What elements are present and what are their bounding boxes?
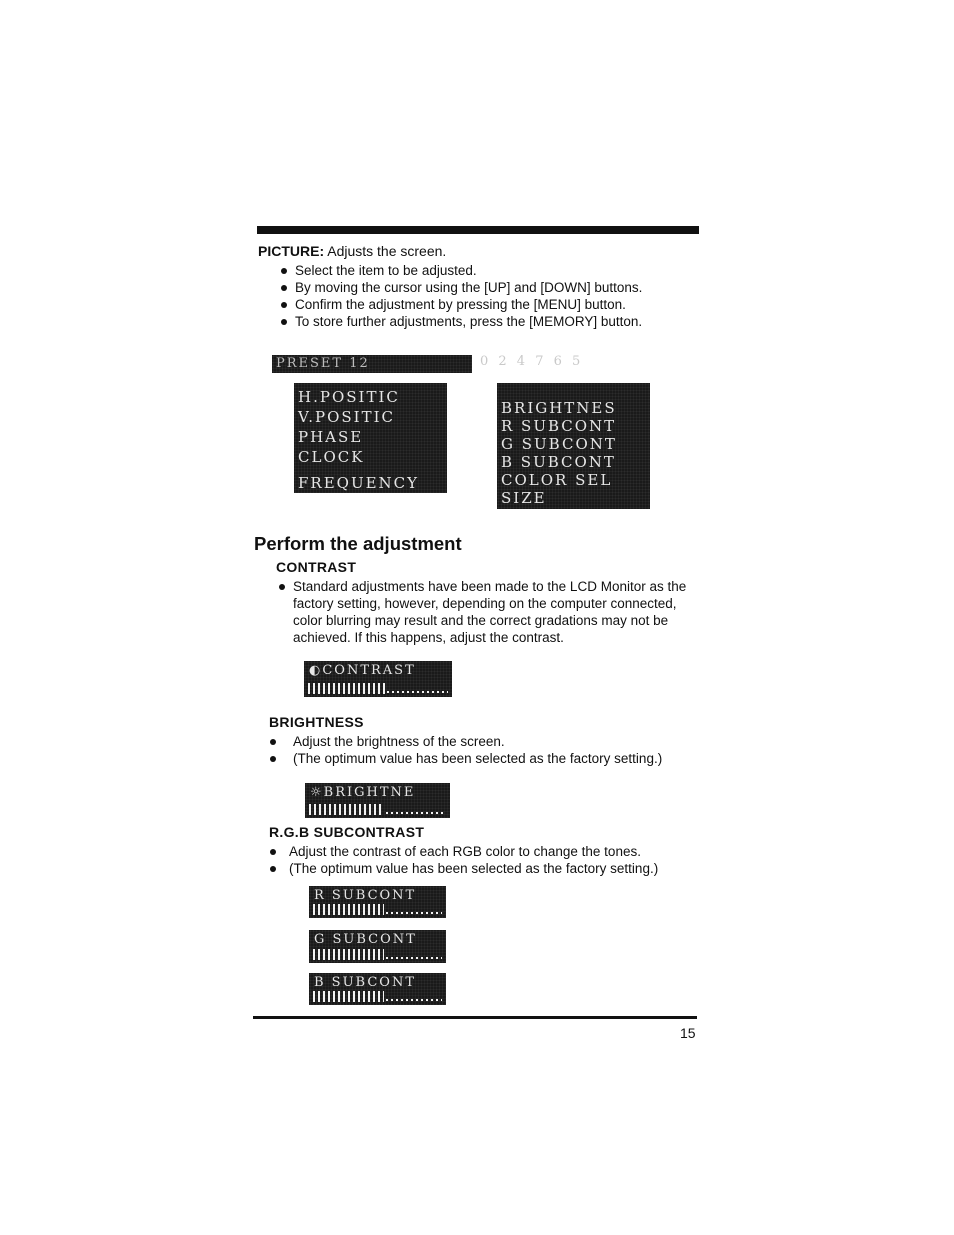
osd-menu-item-clock: CLOCK	[298, 448, 365, 466]
osd-right-menu	[497, 383, 650, 509]
rgb-heading: R.G.B SUBCONTRAST	[269, 824, 425, 840]
level-dots	[386, 999, 442, 1001]
osd-menu-item-g-subcont: G SUBCONT	[501, 435, 617, 453]
picture-bullet: Select the item to be adjusted.	[279, 262, 699, 279]
osd-menu-item-brightness: BRIGHTNES	[501, 399, 617, 417]
page-number: 15	[680, 1025, 696, 1041]
osd-menu-item-size: SIZE	[501, 489, 547, 507]
picture-intro	[258, 243, 446, 259]
level-ticks	[309, 804, 384, 815]
rgb-bullet: (The optimum value has been selected as the factory setting.)	[268, 860, 698, 877]
rgb-bullet: Adjust the contrast of each RGB color to change the tones.	[268, 843, 698, 860]
brightness-bullet: (The optimum value has been selected as the factory setting.)	[268, 750, 698, 767]
osd-menu-item-v-position: V.POSITIC	[298, 408, 395, 426]
osd-menu-item-b-subcont: B SUBCONT	[501, 453, 616, 471]
brightness-heading: BRIGHTNESS	[269, 714, 364, 730]
contrast-bullet: Standard adjustments have been made to the LCD Monitor as the factory setting, however, depending on the computer connected, color blurring may result and the correct gradations may not be achieved. If this happens, adjust the contrast.	[277, 578, 695, 646]
contrast-osd-label: ◐CONTRAST	[309, 663, 416, 678]
brightness-bullet: Adjust the brightness of the screen.	[268, 733, 698, 750]
g-subcont-osd-label: G SUBCONT	[314, 932, 417, 947]
osd-menu-item-frequency: FREQUENCY	[298, 474, 420, 492]
contrast-osd-bar	[304, 661, 452, 697]
level-dots	[387, 691, 448, 693]
top-rule	[257, 226, 699, 234]
level-dots	[386, 812, 446, 814]
osd-menu-item-phase: PHASE	[298, 428, 364, 446]
bottom-rule	[253, 1016, 697, 1019]
picture-bullet: To store further adjustments, press the [MEMORY] button.	[279, 313, 699, 330]
r-subcont-osd-bar	[309, 886, 446, 918]
osd-menu-item-r-subcont: R SUBCONT	[501, 417, 617, 435]
level-ticks	[308, 683, 385, 694]
brightness-osd-bar	[305, 783, 450, 818]
osd-preset-label: PRESET 12	[276, 356, 370, 371]
level-dots	[386, 957, 442, 959]
osd-preset-bar	[272, 355, 472, 373]
g-subcont-osd-bar	[309, 930, 446, 963]
osd-menu-item-color-select: COLOR SEL	[501, 471, 613, 489]
picture-label: PICTURE:	[258, 243, 325, 259]
b-subcont-osd-bar	[309, 973, 446, 1005]
rgb-bullet-list	[268, 843, 698, 877]
osd-menu-item-h-position: H.POSITIC	[298, 388, 400, 406]
contrast-bullet-list	[277, 578, 695, 646]
picture-desc: Adjusts the screen.	[324, 243, 447, 259]
level-ticks	[313, 904, 384, 915]
osd-preset-suffix: 0 2 4 7 6 5	[480, 354, 584, 369]
level-ticks	[313, 991, 384, 1002]
picture-bullet: Confirm the adjustment by pressing the [MENU] button.	[279, 296, 699, 313]
section-title: Perform the adjustment	[254, 533, 462, 554]
r-subcont-osd-label: R SUBCONT	[314, 888, 417, 903]
level-ticks	[313, 949, 384, 960]
brightness-osd-label: ☼BRIGHTNE	[310, 785, 416, 800]
picture-bullet-list	[279, 262, 699, 330]
brightness-bullet-list	[268, 733, 698, 767]
level-dots	[386, 912, 442, 914]
picture-bullet: By moving the cursor using the [UP] and [DOWN] buttons.	[279, 279, 699, 296]
osd-left-menu	[294, 383, 447, 493]
b-subcont-osd-label: B SUBCONT	[314, 975, 416, 990]
contrast-heading: CONTRAST	[276, 559, 357, 575]
